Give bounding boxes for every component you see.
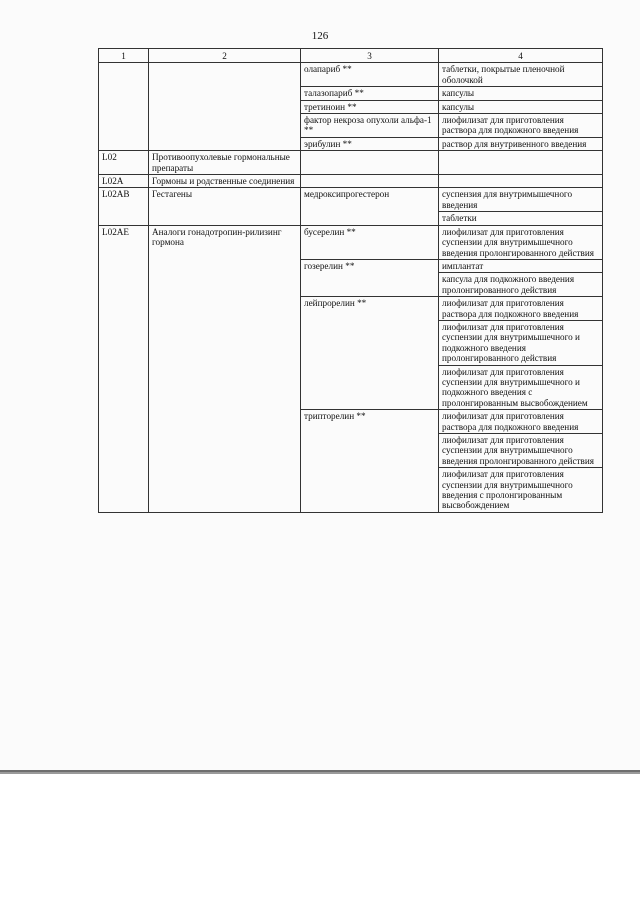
drug-cell: талазопариб **	[301, 87, 439, 100]
drug-cell: третиноин **	[301, 100, 439, 113]
form-cell: капсулы	[439, 87, 603, 100]
group-cell: Противоопухолевые гормональные препараты	[149, 151, 301, 175]
table-row	[99, 225, 603, 259]
drug-cell: трипторелин **	[301, 410, 439, 513]
code-cell	[99, 63, 149, 151]
drug-cell	[301, 175, 439, 188]
table-row	[99, 151, 603, 175]
group-cell	[149, 63, 301, 151]
column-header: 3	[301, 49, 439, 63]
table-row	[99, 175, 603, 188]
form-cell	[439, 151, 603, 175]
form-cell: лиофилизат для приготовления суспензии для внутримышечного введения пролонгированного действия	[439, 225, 603, 259]
column-header: 4	[439, 49, 603, 63]
drug-cell: олапариб **	[301, 63, 439, 87]
table-row	[99, 63, 603, 87]
drug-cell	[301, 151, 439, 175]
code-cell: L02	[99, 151, 149, 175]
form-cell	[439, 175, 603, 188]
form-cell: суспензия для внутримышечного введения	[439, 188, 603, 212]
table-row	[99, 188, 603, 212]
group-cell: Гормоны и родственные соединения	[149, 175, 301, 188]
drug-cell: медроксипрогестерон	[301, 188, 439, 225]
code-cell: L02AB	[99, 188, 149, 225]
form-cell: раствор для внутривенного введения	[439, 137, 603, 150]
drug-cell: фактор некроза опухоли альфа-1 **	[301, 114, 439, 138]
code-cell: L02A	[99, 175, 149, 188]
form-cell: таблетки	[439, 212, 603, 225]
drug-table	[98, 48, 603, 513]
form-cell: лиофилизат для приготовления суспензии для внутримышечного и подкожного введения с пролонгированным высвобождением	[439, 365, 603, 410]
form-cell: капсула для подкожного введения пролонгированного действия	[439, 273, 603, 297]
form-cell: таблетки, покрытые пленочной оболочкой	[439, 63, 603, 87]
drug-cell: лейпрорелин **	[301, 297, 439, 410]
form-cell: имплантат	[439, 259, 603, 272]
drug-cell: гозерелин **	[301, 259, 439, 296]
code-cell: L02AE	[99, 225, 149, 512]
column-header: 1	[99, 49, 149, 63]
drug-cell: бусерелин **	[301, 225, 439, 259]
form-cell: лиофилизат для приготовления суспензии для внутримышечного введения пролонгированного действия	[439, 434, 603, 468]
form-cell: капсулы	[439, 100, 603, 113]
form-cell: лиофилизат для приготовления суспензии для внутримышечного и подкожного введения пролонгированного действия	[439, 320, 603, 365]
header-row	[99, 49, 603, 63]
group-cell: Аналоги гонадотропин-рилизинг гормона	[149, 225, 301, 512]
column-header: 2	[149, 49, 301, 63]
form-cell: лиофилизат для приготовления суспензии для внутримышечного введения с пролонгированным высвобождением	[439, 468, 603, 513]
form-cell: лиофилизат для приготовления раствора для подкожного введения	[439, 410, 603, 434]
form-cell: лиофилизат для приготовления раствора для подкожного введения	[439, 114, 603, 138]
page-number: 126	[311, 30, 329, 42]
form-cell: лиофилизат для приготовления раствора для подкожного введения	[439, 297, 603, 321]
group-cell: Гестагены	[149, 188, 301, 225]
drug-cell: эрибулин **	[301, 137, 439, 150]
